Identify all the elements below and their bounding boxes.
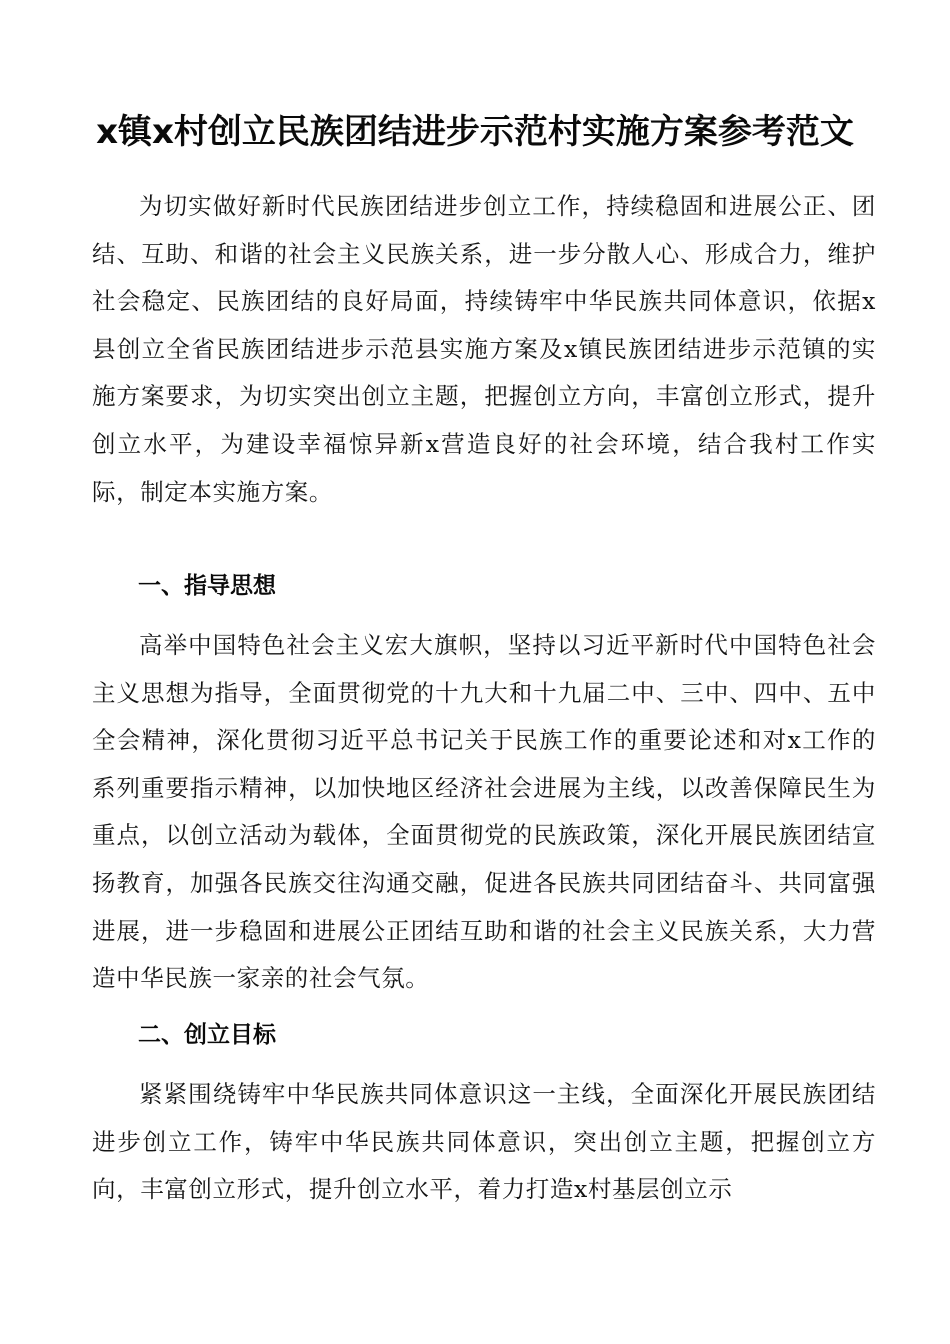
section-heading-guiding-ideology: 一、指导思想 [138,573,276,599]
document-body [92,183,876,1214]
guiding-ideology-paragraph: 高举中国特色社会主义宏大旗帜，坚持以习近平新时代中国特色社会主义思想为指导，全面贯彻党的十九大和十九届二中、三中、四中、五中全会精神，深化贯彻习近平总书记关于民族工作的重要论述和对x工作的系列重要指示精神，以加快地区经济社会进展为主线，以改善保障民生为重点，以创立活动为载体，全面贯彻党的民族政策，深化开展民族团结宣扬教育，加强各民族交往沟通交融，促进各民族共同团结奋斗、共同富强进展，进一步稳固和进展公正团结互助和谐的社会主义民族关系，大力营造中华民族一家亲的社会气氛。 [92,631,876,993]
goals-paragraph: 紧紧围绕铸牢中华民族共同体意识这一主线，全面深化开展民族团结进步创立工作，铸牢中华民族共同体意识，突出创立主题，把握创立方向，丰富创立形式，提升创立水平，着力打造x村基层创立示 [92,1080,876,1204]
document-title: x镇x村创立民族团结进步示范村实施方案参考范文 [96,112,854,152]
intro-paragraph: 为切实做好新时代民族团结进步创立工作，持续稳固和进展公正、团结、互助、和谐的社会主义民族关系，进一步分散人心、形成合力，维护社会稳定、民族团结的良好局面，持续铸牢中华民族共同体意识，依据x县创立全省民族团结进步示范县实施方案及x镇民族团结进步示范镇的实施方案要求，为切实突出创立主题，把握创立方向，丰富创立形式，提升创立水平，为建设幸福惊异新x营造良好的社会环境，结合我村工作实际，制定本实施方案。 [92,192,876,506]
section-heading-goals: 二、创立目标 [138,1022,276,1048]
